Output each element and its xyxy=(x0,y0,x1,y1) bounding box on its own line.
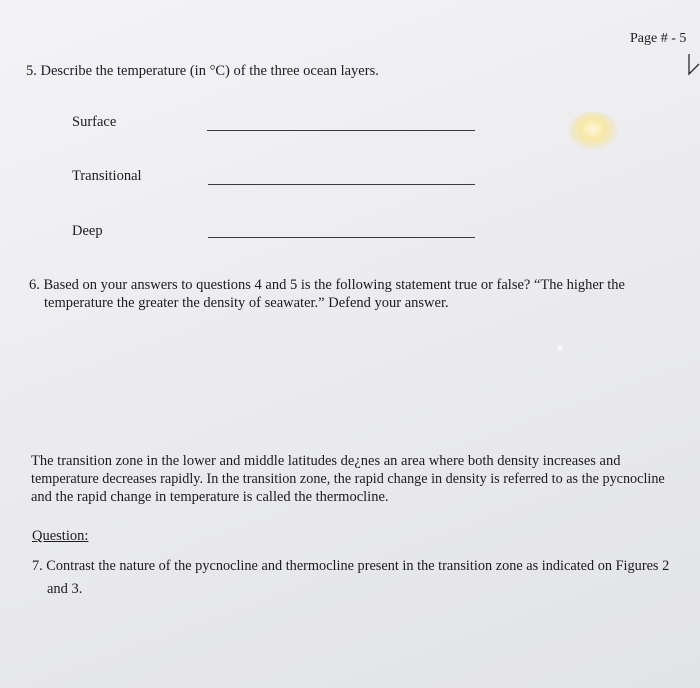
question-6-line-1: 6. Based on your answers to questions 4 and 5 is the following statement true or false? “The higher the xyxy=(29,277,625,293)
question-heading: Question: xyxy=(32,528,89,544)
passage-line-3: and the rapid change in temperature is called the thermocline. xyxy=(31,489,389,505)
layer-label-surface: Surface xyxy=(72,114,117,130)
deep-answer-line[interactable] xyxy=(208,237,475,238)
transitional-answer-line[interactable] xyxy=(208,184,475,185)
corner-bracket-mark xyxy=(686,52,700,76)
passage-line-2: temperature decreases rapidly. In the transition zone, the rapid change in density is referred to as the pycnocline xyxy=(31,471,665,487)
question-7-line-1: 7. Contrast the nature of the pycnocline and thermocline present in the transition zone as indicated on Figures 2 xyxy=(32,558,670,574)
light-glare-small xyxy=(556,344,564,352)
page-number: Page # - 5 xyxy=(630,31,687,46)
question-7-line-2: and 3. xyxy=(47,581,83,597)
layer-label-deep: Deep xyxy=(72,223,103,239)
light-glare xyxy=(568,112,618,150)
question-5-text: 5. Describe the temperature (in °C) of the three ocean layers. xyxy=(26,63,379,79)
layer-label-transitional: Transitional xyxy=(72,168,142,184)
surface-answer-line[interactable] xyxy=(207,130,475,131)
question-6-line-2: temperature the greater the density of seawater.” Defend your answer. xyxy=(44,295,449,311)
passage-line-1: The transition zone in the lower and middle latitudes de¿nes an area where both density increases and xyxy=(31,453,621,469)
